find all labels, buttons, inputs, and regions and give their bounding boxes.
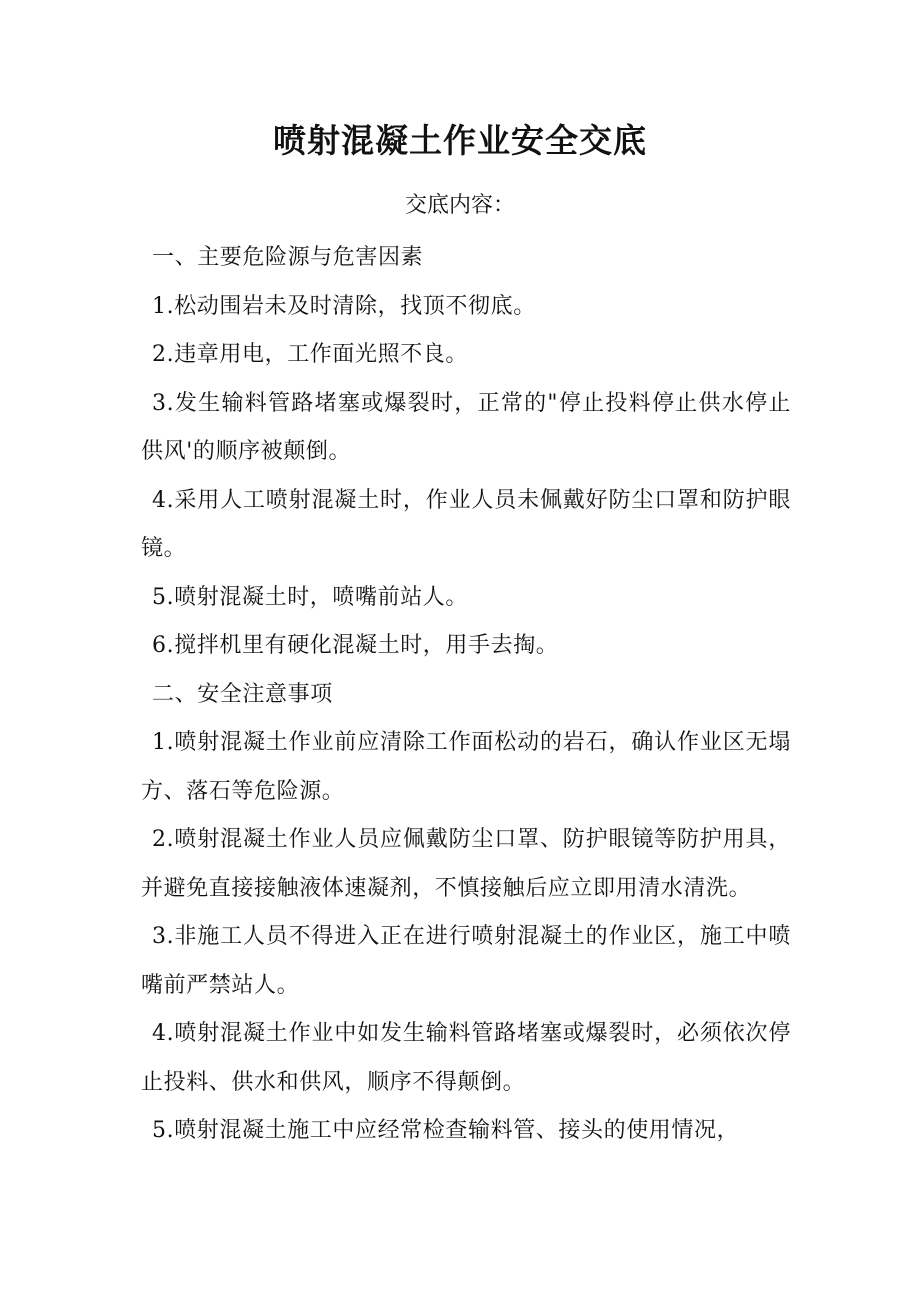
hazard-item-3: 3.发生输料管路堵塞或爆裂时，正常的"停止投料停止供水停止供风'的顺序被颠倒。 [141, 390, 791, 464]
hazard-item-6: 6.搅拌机里有硬化混凝土时，用手去掏。 [152, 633, 559, 658]
hazard-item-1: 1.松动围岩未及时清除，找顶不彻底。 [152, 293, 536, 319]
precaution-item-3: 3.非施工人员不得进入正在进行喷射混凝土的作业区，施工中喷嘴前严禁站人。 [141, 924, 791, 998]
hazard-item-5: 5.喷射混凝土时，喷嘴前站人。 [152, 584, 468, 610]
precaution-item-4: 4.喷射混凝土作业中如发生输料管路堵塞或爆裂时，必须依次停止投料、供水和供风，顺序不得颠倒。 [141, 1021, 791, 1095]
precaution-item-1: 1.喷射混凝土作业前应清除工作面松动的岩石，确认作业区无塌方、落石等危险源。 [141, 730, 791, 804]
document-body [141, 234, 791, 1156]
document-title: 喷射混凝土作业安全交底 [273, 121, 647, 160]
section-heading-precautions: 二、安全注意事项 [152, 681, 333, 707]
document-subtitle: 交底内容： [404, 193, 515, 218]
precaution-item-5: 5.喷射混凝土施工中应经常检查输料管、接头的使用情况， [152, 1118, 740, 1143]
precaution-item-2: 2.喷射混凝土作业人员应佩戴防尘口罩、防护眼镜等防护用具，并避免直接接触液体速凝剂，不慎接触后应立即用清水清洗。 [141, 827, 791, 901]
hazard-item-2: 2.违章用电，工作面光照不良。 [152, 342, 468, 367]
section-heading-hazards: 一、主要危险源与危害因素 [152, 245, 424, 270]
hazard-item-4: 4.采用人工喷射混凝土时，作业人员未佩戴好防尘口罩和防护眼镜。 [141, 487, 791, 561]
